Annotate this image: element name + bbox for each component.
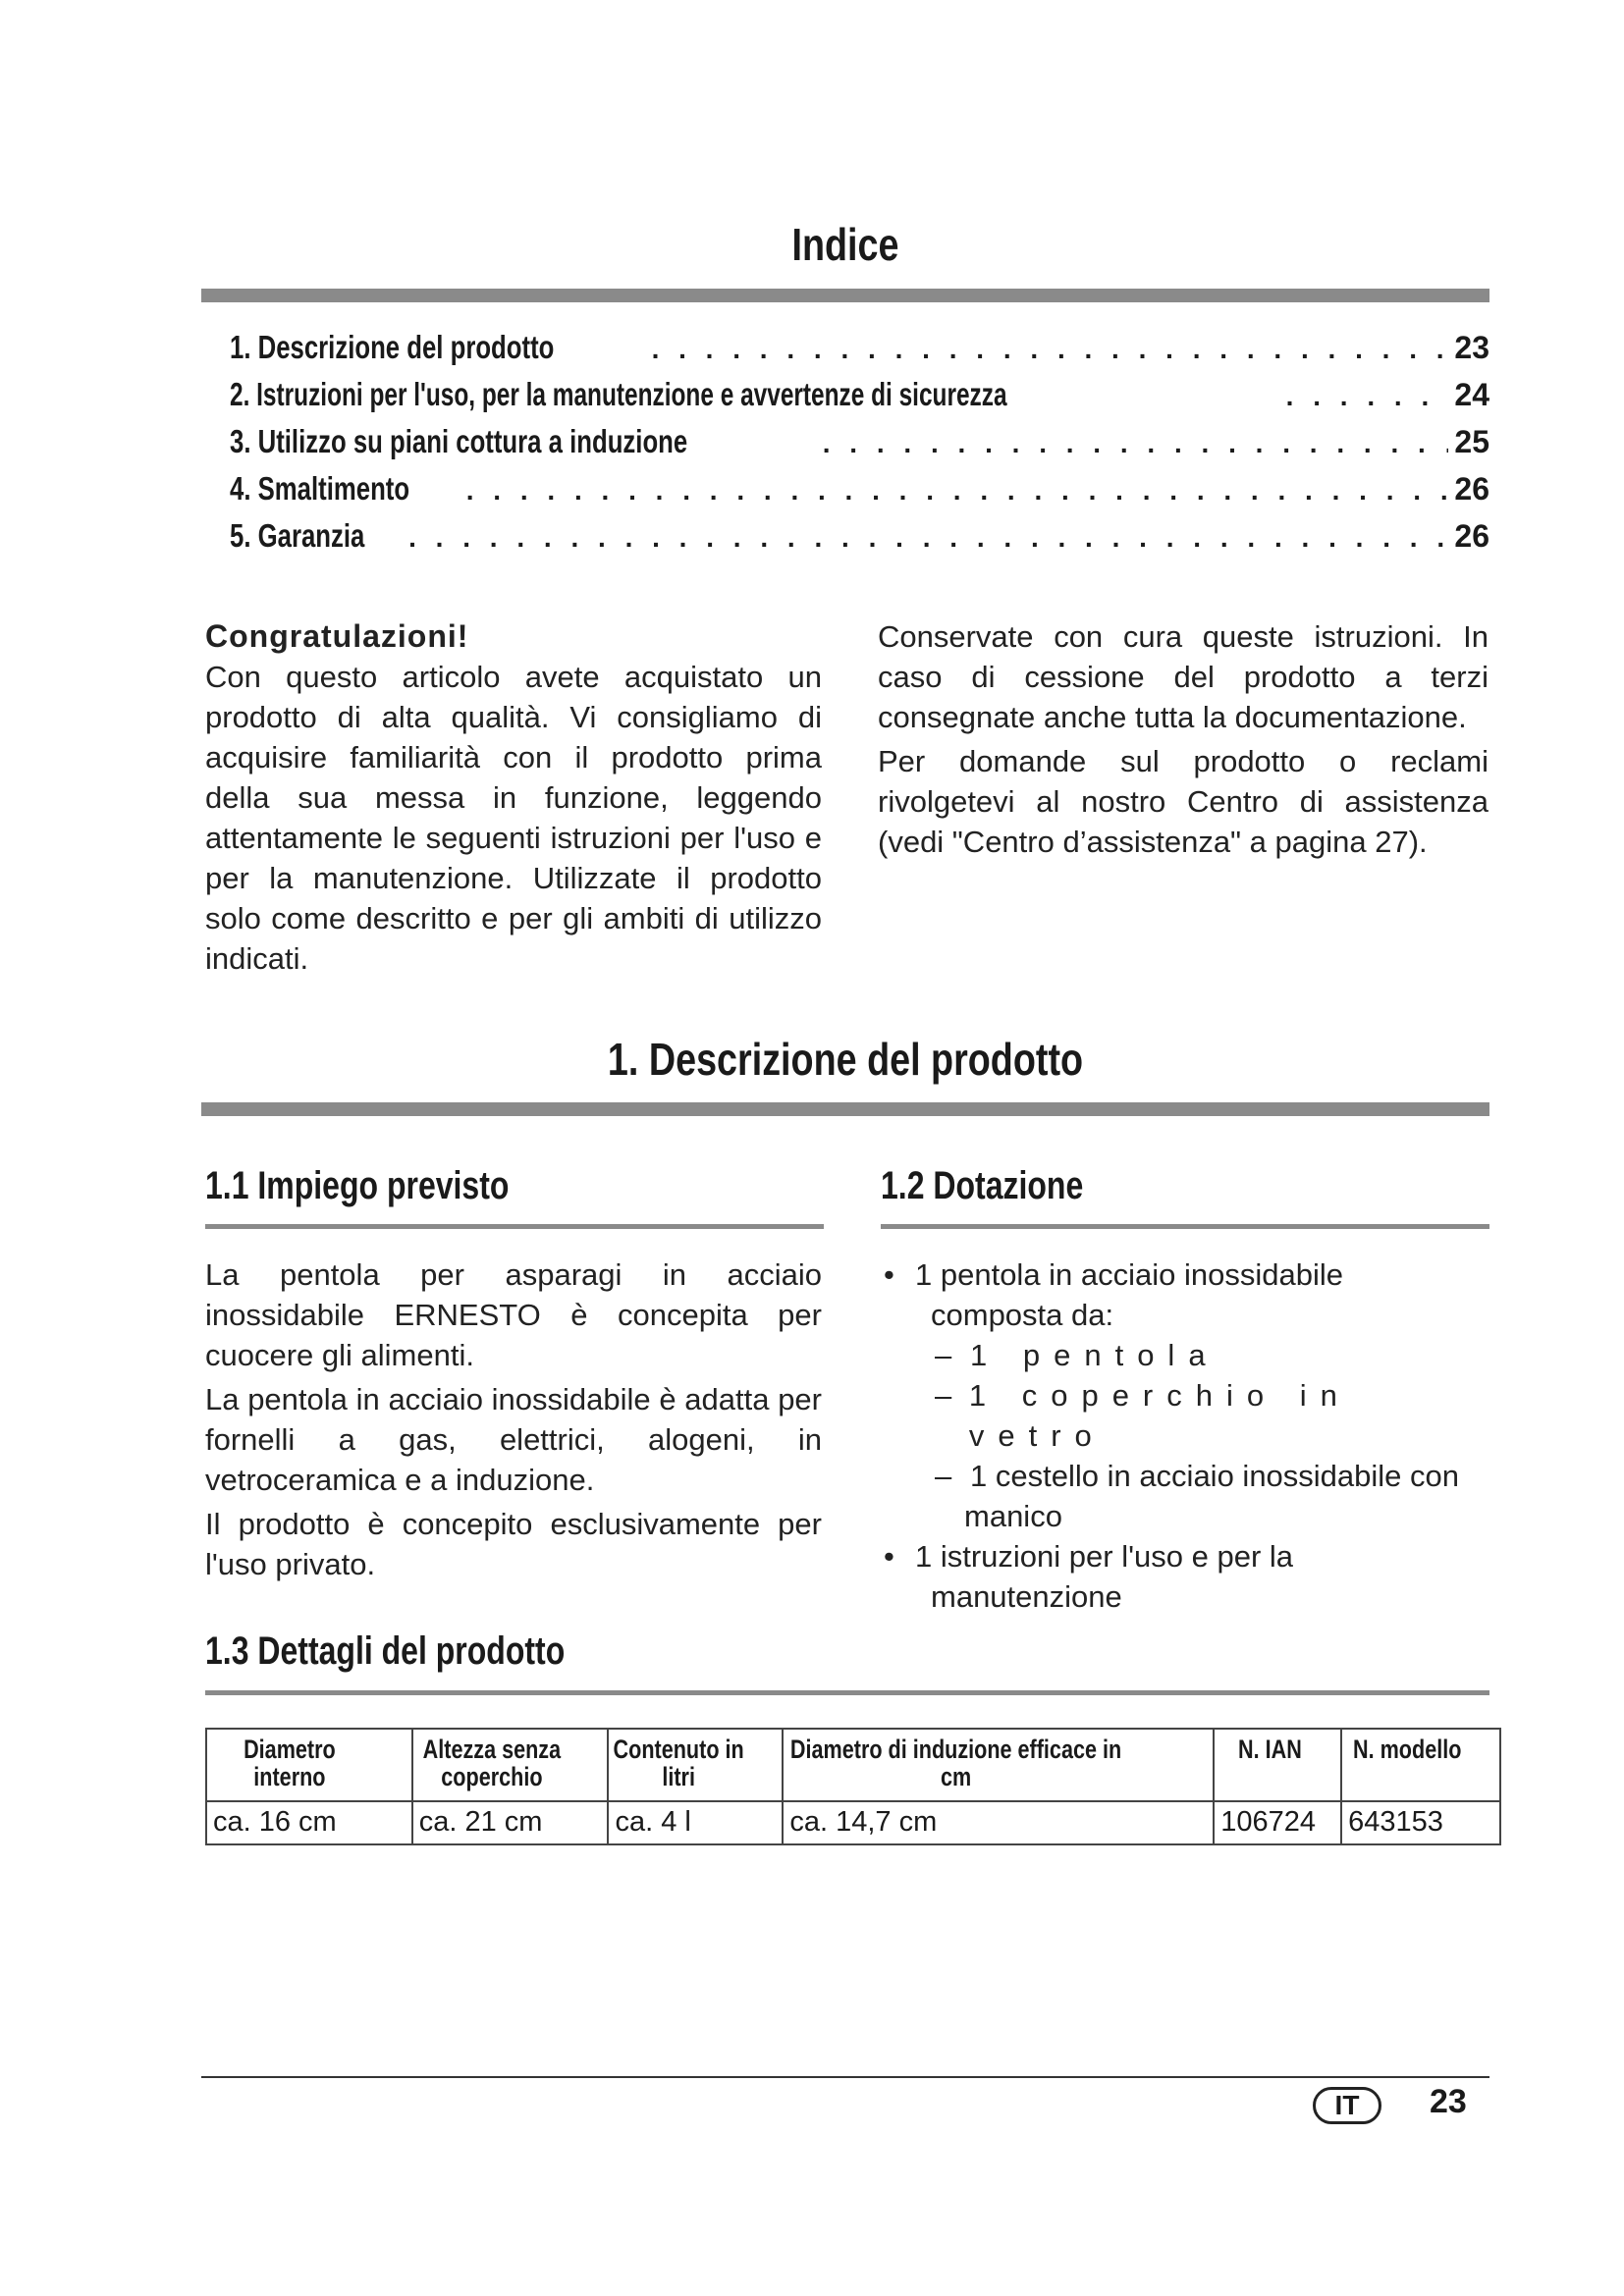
sub-list-item-continuation: manico bbox=[964, 1499, 1062, 1533]
list-item bbox=[884, 1255, 1492, 1295]
toc-entry-page: 24 bbox=[1454, 377, 1489, 412]
supply-list bbox=[884, 1255, 1492, 1617]
intro-paragraph: Conservate con cura queste istruzioni. In caso di cessione del prodotto a terzi consegnate anche tutta la documentazione. bbox=[878, 619, 1489, 734]
table-header-cell: Contenuto in litri bbox=[608, 1729, 783, 1801]
subsection-title: 1.3 Dettagli del prodotto bbox=[205, 1629, 566, 1673]
table-cell: 643153 bbox=[1341, 1801, 1500, 1844]
sub-list-item-text: 1 cestello in acciaio inossidabile con bbox=[970, 1459, 1460, 1493]
intended-use-text bbox=[205, 1255, 822, 1588]
table-cell: ca. 21 cm bbox=[412, 1801, 609, 1844]
sub-list-item bbox=[884, 1456, 1492, 1496]
section-rule bbox=[201, 1102, 1489, 1116]
toc-entry-label: 1. Descrizione del prodotto bbox=[230, 329, 555, 365]
toc-entry-label: 4. Smaltimento bbox=[230, 470, 410, 507]
table-cell: ca. 16 cm bbox=[206, 1801, 412, 1844]
toc-entry-page: 26 bbox=[1454, 518, 1489, 554]
table-header-cell: Altezza senza coperchio bbox=[412, 1729, 609, 1801]
section-title: 1. Descrizione del prodotto bbox=[607, 1034, 1084, 1085]
table-row bbox=[206, 1801, 1500, 1844]
toc-entry-label: 3. Utilizzo su piani cottura a induzione bbox=[230, 423, 688, 459]
toc-entry-label: 2. Istruzioni per l'uso, per la manutenzione e avvertenze di sicurezza bbox=[230, 376, 1007, 412]
list-item bbox=[884, 1536, 1492, 1576]
use-paragraph: La pentola in acciaio inossidabile è adatta per fornelli a gas, elettrici, alogeni, in vetroceramica e a induzione. bbox=[205, 1382, 822, 1497]
toc-entry-page: 26 bbox=[1454, 471, 1489, 507]
table-header-cell: Diametro interno bbox=[206, 1729, 412, 1801]
list-item-continuation: composta da: bbox=[931, 1298, 1114, 1332]
bullet-icon: • bbox=[884, 1257, 894, 1292]
index-title: Indice bbox=[791, 219, 899, 270]
dash-icon: – bbox=[935, 1378, 952, 1413]
toc-entry-page: 23 bbox=[1454, 330, 1489, 365]
table-header-cell: Diametro di induzione efficace in cm bbox=[783, 1729, 1214, 1801]
subsection-title: 1.1 Impiego previsto bbox=[205, 1164, 510, 1207]
subsection-rule bbox=[205, 1690, 1489, 1695]
toc-entry[interactable] bbox=[230, 517, 1489, 564]
intro-left-column bbox=[205, 616, 822, 983]
index-rule bbox=[201, 289, 1489, 302]
toc-leader-dots bbox=[466, 475, 1449, 507]
dash-icon: – bbox=[935, 1459, 952, 1493]
intro-paragraph: Per domande sul prodotto o reclami rivolgetevi al nostro Centro di assistenza (vedi "Centro d’assistenza" a pagina 27). bbox=[878, 744, 1489, 859]
subsection-rule bbox=[205, 1224, 824, 1229]
toc-entry[interactable] bbox=[230, 423, 1489, 470]
toc-leader-dots bbox=[823, 428, 1449, 459]
subsection-title: 1.2 Dotazione bbox=[881, 1164, 1084, 1207]
toc-leader-dots bbox=[652, 334, 1449, 365]
toc-entry-label: 5. Garanzia bbox=[230, 517, 365, 554]
table-cell: 106724 bbox=[1214, 1801, 1341, 1844]
sub-list-item-text: 1 pentola bbox=[970, 1338, 1219, 1372]
congrats-heading: Congratulazioni! bbox=[205, 618, 469, 654]
use-paragraph: Il prodotto è concepito esclusivamente per l'uso privato. bbox=[205, 1507, 822, 1581]
sub-list-item bbox=[884, 1335, 1492, 1375]
intro-right-column bbox=[878, 616, 1489, 866]
list-item-text: 1 pentola in acciaio inossidabile bbox=[915, 1257, 1344, 1292]
sub-list-item bbox=[884, 1375, 1492, 1456]
table-cell: ca. 4 l bbox=[608, 1801, 783, 1844]
list-item-text: 1 istruzioni per l'uso e per la bbox=[915, 1539, 1294, 1574]
table-header-row bbox=[206, 1729, 1500, 1801]
toc-leader-dots bbox=[1286, 381, 1449, 412]
footer-rule bbox=[201, 2076, 1489, 2078]
intro-paragraph: Con questo articolo avete acquistato un prodotto di alta qualità. Vi consigliamo di acquisire familiarità con il prodotto prima della sua messa in funzione, leggendo attentamente le seguenti istruzioni per l'uso e per la manutenzione. Utilizzate il prodotto solo come descritto e per gli ambiti di utilizzo indicati. bbox=[205, 660, 822, 976]
toc-entry[interactable] bbox=[230, 329, 1489, 376]
product-details-table bbox=[205, 1728, 1501, 1845]
toc-entry-page: 25 bbox=[1454, 424, 1489, 459]
use-paragraph: La pentola per asparagi in acciaio inossidabile ERNESTO è concepita per cuocere gli alimenti. bbox=[205, 1257, 822, 1372]
table-of-contents bbox=[230, 329, 1489, 564]
dash-icon: – bbox=[935, 1338, 952, 1372]
page-number: 23 bbox=[1430, 2083, 1467, 2120]
sub-list-item-text: 1 coperchio in vetro bbox=[968, 1378, 1351, 1453]
toc-entry[interactable] bbox=[230, 376, 1489, 423]
table-header-cell: N. modello bbox=[1341, 1729, 1500, 1801]
subsection-rule bbox=[881, 1224, 1489, 1229]
table-cell: ca. 14,7 cm bbox=[783, 1801, 1214, 1844]
bullet-icon: • bbox=[884, 1539, 894, 1574]
toc-entry[interactable] bbox=[230, 470, 1489, 517]
table-header-cell: N. IAN bbox=[1214, 1729, 1341, 1801]
list-item-continuation: manutenzione bbox=[931, 1579, 1122, 1614]
language-badge: IT bbox=[1313, 2087, 1381, 2124]
toc-leader-dots bbox=[408, 522, 1448, 554]
